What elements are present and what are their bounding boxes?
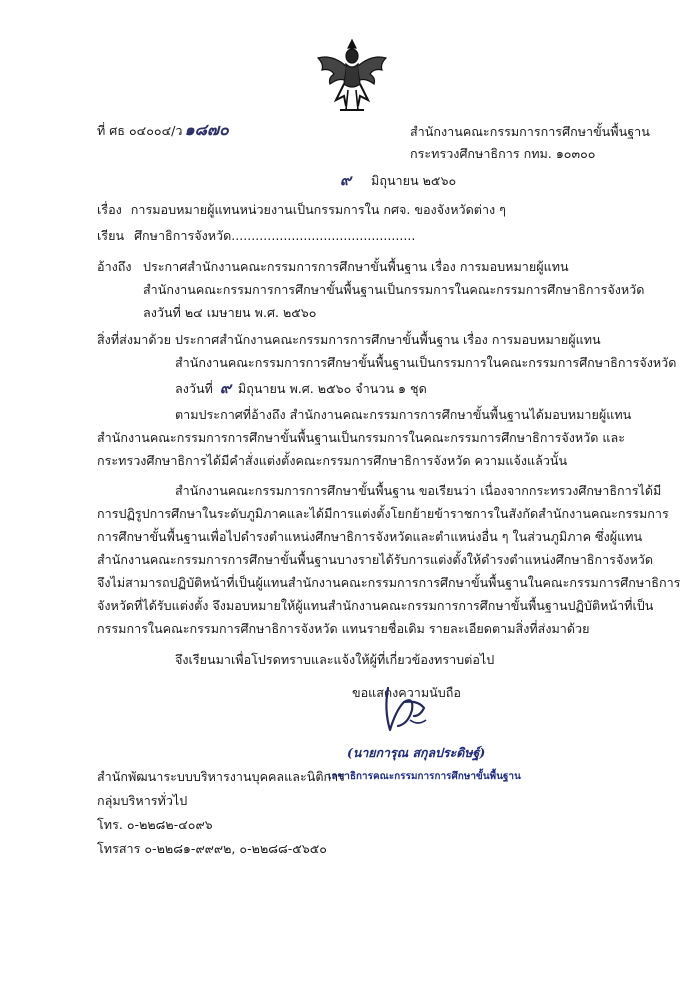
paragraph-line: จึงไม่สามารถปฏิบัติหน้าที่เป็นผู้แทนสำนักงานคณะกรรมการการศึกษาขั้นพื้นฐานในคณะกรรมการศึกษาธิการ [97,575,681,590]
reference-line: ประกาศสำนักงานคณะกรรมการการศึกษาขั้นพื้นฐาน เรื่อง การมอบหมายผู้แทน [143,259,569,274]
signatory-name: (นายการุณ สกุลประดิษฐ์) [347,745,486,760]
paragraph-line: สำนักงานคณะกรรมการการศึกษาขั้นพื้นฐานบางรายได้รับการแต่งตั้งให้ดำรงตำแหน่งศึกษาธิการจังหวัด [97,552,654,567]
letter-date: ๙ มิถุนายน ๒๕๖๐ [340,171,457,189]
handwritten-signature [374,680,434,740]
paragraph-line: จังหวัดที่ได้รับแต่งตั้ง จึงมอบหมายให้ผู้แทนสำนักงานคณะกรรมการการศึกษาขั้นพื้นฐานปฏิบัติหน้าที่เป็น [97,598,654,613]
garuda-emblem-icon [310,36,394,120]
reference-line: ลงวันที่ ๒๔ เมษายน พ.ศ. ๒๕๖๐ [143,305,317,320]
reference-line: สำนักงานคณะกรรมการการศึกษาขั้นพื้นฐานเป็นกรรมการในคณะกรรมการศึกษาธิการจังหวัด [143,282,645,297]
signatory-title-stamp: เลขาธิการคณะกรรมการการศึกษาขั้นพื้นฐาน [328,771,521,782]
footer-office: สำนักพัฒนาระบบบริหารงานบุคคลและนิติการ [97,769,346,784]
paragraph-line: จึงเรียนมาเพื่อโปรดทราบและแจ้งให้ผู้ที่เกี่ยวข้องทราบต่อไป [175,652,495,667]
enclosure-line: ลงวันที่ ๙ มิถุนายน พ.ศ. ๒๕๖๐ จำนวน ๑ ชุด [175,379,427,397]
footer-group: กลุ่มบริหารทั่วไป [97,793,188,808]
document-number: ที่ ศธ ๐๔๐๐๔/ว ๑๘๗๐ [97,120,229,139]
issuing-office: สำนักงานคณะกรรมการการศึกษาขั้นพื้นฐาน [410,124,650,139]
paragraph-line: กรรมการในคณะกรรมการศึกษาธิการจังหวัด แทนรายชื่อเดิม รายละเอียดตามสิ่งที่ส่งมาด้วย [97,621,590,636]
footer-fax: โทรสาร ๐-๒๒๘๑-๙๙๙๒, ๐-๒๒๘๘-๕๖๕๐ [97,841,327,856]
reference-label: อ้างถึง [97,259,132,274]
paragraph-line: การปฏิรูปการศึกษาในระดับภูมิภาคและได้มีการแต่งตั้งโยกย้ายข้าราชการในสังกัดสำนักงานคณะกรรมการ [97,506,669,521]
paragraph-line: สำนักงานคณะกรรมการการศึกษาขั้นพื้นฐาน ขอเรียนว่า เนื่องจากกระทรวงศึกษาธิการได้มี [175,483,662,498]
enclosure-label: สิ่งที่ส่งมาด้วย [97,332,171,347]
paragraph-line: การศึกษาขั้นพื้นฐานเพื่อไปดำรงตำแหน่งศึกษาธิการจังหวัดและตำแหน่งอื่น ๆ ในส่วนภูมิภาค ซึ่งผู้แทน [97,529,643,544]
recipient-line: เรียน ศึกษาธิการจังหวัด.............................................. [97,228,416,243]
footer-telephone: โทร. ๐-๒๒๘๒-๔๐๙๖ [97,817,213,832]
office-address: กระทรวงศึกษาธิการ กทม. ๑๐๓๐๐ [410,146,596,161]
enclosure-line: ประกาศสำนักงานคณะกรรมการการศึกษาขั้นพื้นฐาน เรื่อง การมอบหมายผู้แทน [175,332,601,347]
paragraph-line: สำนักงานคณะกรรมการการศึกษาขั้นพื้นฐานเป็นกรรมการในคณะกรรมการศึกษาธิการจังหวัด และ [97,430,626,445]
enclosure-line: สำนักงานคณะกรรมการการศึกษาขั้นพื้นฐานเป็นกรรมการในคณะกรรมการศึกษาธิการจังหวัด [175,355,677,370]
paragraph-line: ตามประกาศที่อ้างถึง สำนักงานคณะกรรมการการศึกษาขั้นพื้นฐานได้มอบหมายผู้แทน [175,407,632,422]
paragraph-line: กระทรวงศึกษาธิการได้มีคำสั่งแต่งตั้งคณะกรรมการศึกษาธิการจังหวัด ความแจ้งแล้วนั้น [97,453,568,468]
closing-salutation: ขอแสดงความนับถือ [352,685,461,700]
subject-line: เรื่อง การมอบหมายผู้แทนหน่วยงานเป็นกรรมการใน กศจ. ของจังหวัดต่าง ๆ [97,202,506,217]
